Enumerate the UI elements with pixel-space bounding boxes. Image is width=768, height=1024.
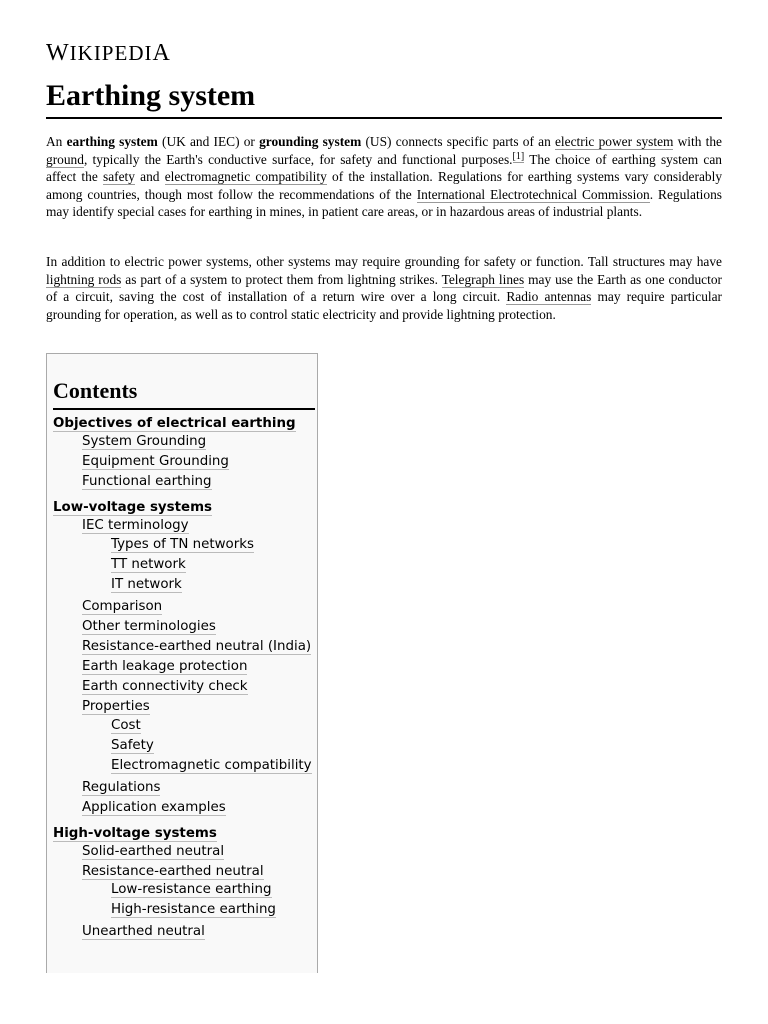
toc-item[interactable] [53,415,296,432]
toc-item-label: Other terminologies [82,619,216,634]
toc-item-label: Regulations [82,780,161,795]
toc-item[interactable] [111,536,254,553]
toc-item-label: TT network [111,557,186,572]
toc-item[interactable] [111,737,154,754]
toc-item[interactable] [82,799,226,816]
toc-item-label: Solid-earthed neutral [82,844,225,859]
table-of-contents [46,353,318,973]
toc-item-label: Electromagnetic compatibility [111,758,312,773]
toc-heading: Contents [53,376,315,410]
wikipedia-logo[interactable]: WIKIPEDIA [46,40,171,66]
toc-item[interactable] [82,658,247,675]
toc-item-label: Safety [111,738,154,753]
link-ground[interactable]: ground [46,151,84,167]
toc-item-label: Unearthed neutral [82,924,205,939]
toc-item-label: IEC terminology [82,518,189,533]
toc-item[interactable] [111,556,186,573]
toc-item[interactable] [111,717,141,734]
link-electromagnetic-compatibility[interactable]: electromagnetic compatibility [164,169,327,185]
link-iec[interactable]: International Electrotechnical Commission [416,186,650,202]
toc-item[interactable] [111,757,312,774]
toc-item[interactable] [82,779,160,796]
toc-item-label: System Grounding [82,434,207,449]
toc-item[interactable] [111,881,272,898]
toc-item-label: Comparison [82,599,163,614]
toc-item[interactable] [82,618,216,635]
link-radio-antennas[interactable]: Radio antennas [506,289,592,305]
toc-item-label: Properties [82,699,150,714]
toc-item-label: Functional earthing [82,474,212,489]
link-safety[interactable]: safety [102,169,135,185]
intro-paragraph-2: In addition to electric power systems, other systems may require grounding for safety or function. Tall structures may have lightning rods as part of a system to protect them from lightning strikes. Telegraph lines may use the Earth as one conductor of a circuit, saving the cost of installation of a return wire over a long circuit. Radio antennas may require particular grounding for operation, as well as to control static electricity and provide lightning protection. [46,254,723,322]
toc-item[interactable] [53,499,212,516]
toc-item[interactable] [111,901,276,918]
toc-item-label: Types of TN networks [111,537,254,552]
link-telegraph-lines[interactable]: Telegraph lines [441,271,525,287]
toc-item-label: High-voltage systems [53,826,217,841]
toc-item-label: Low-resistance earthing [111,882,272,897]
toc-item[interactable] [82,598,162,615]
toc-item[interactable] [82,843,224,860]
reference-1[interactable]: [1] [512,150,525,162]
toc-item-label: Earth connectivity check [82,679,248,694]
toc-item[interactable] [53,825,217,842]
toc-item[interactable] [82,638,311,655]
toc-item[interactable] [82,698,150,715]
link-electric-power-system[interactable]: electric power system [554,134,674,149]
toc-item-label: Resistance-earthed neutral [82,864,264,879]
toc-item[interactable] [82,473,212,490]
toc-item-label: Low-voltage systems [53,500,213,515]
toc-item-label: Resistance-earthed neutral (India) [82,639,312,654]
toc-item[interactable] [111,576,182,593]
toc-item-label: High-resistance earthing [111,902,276,917]
toc-item-label: Earth leakage protection [82,659,248,674]
toc-item-label: Application examples [82,800,226,815]
toc-item-label: Equipment Grounding [82,454,229,469]
toc-item[interactable] [82,863,264,880]
toc-item[interactable] [82,433,206,450]
toc-item[interactable] [82,678,248,695]
intro-paragraph-1: An earthing system (UK and IEC) or grounding system (US) connects specific parts of an electric power system with the ground, typically the Earth's conductive surface, for safety and functional purposes.[1] The choice of earthing system can affect the safety and electromagnetic compatibility of the installation. Regulations for earthing systems vary considerably among countries, though most follow the recommendations of the International Electrotechnical Commission. Regulations may identify special cases for earthing in mines, in patient care areas, or in hazardous areas of industrial plants. [46,134,723,220]
link-lightning-rods[interactable]: lightning rods [46,271,122,287]
toc-item-label: Cost [111,718,141,733]
toc-item[interactable] [82,453,229,470]
toc-item[interactable] [82,923,205,940]
toc-item-label: Objectives of electrical earthing [53,416,296,431]
page-title: Earthing system [46,76,722,119]
toc-item[interactable] [82,517,189,534]
toc-item-label: IT network [111,577,182,592]
